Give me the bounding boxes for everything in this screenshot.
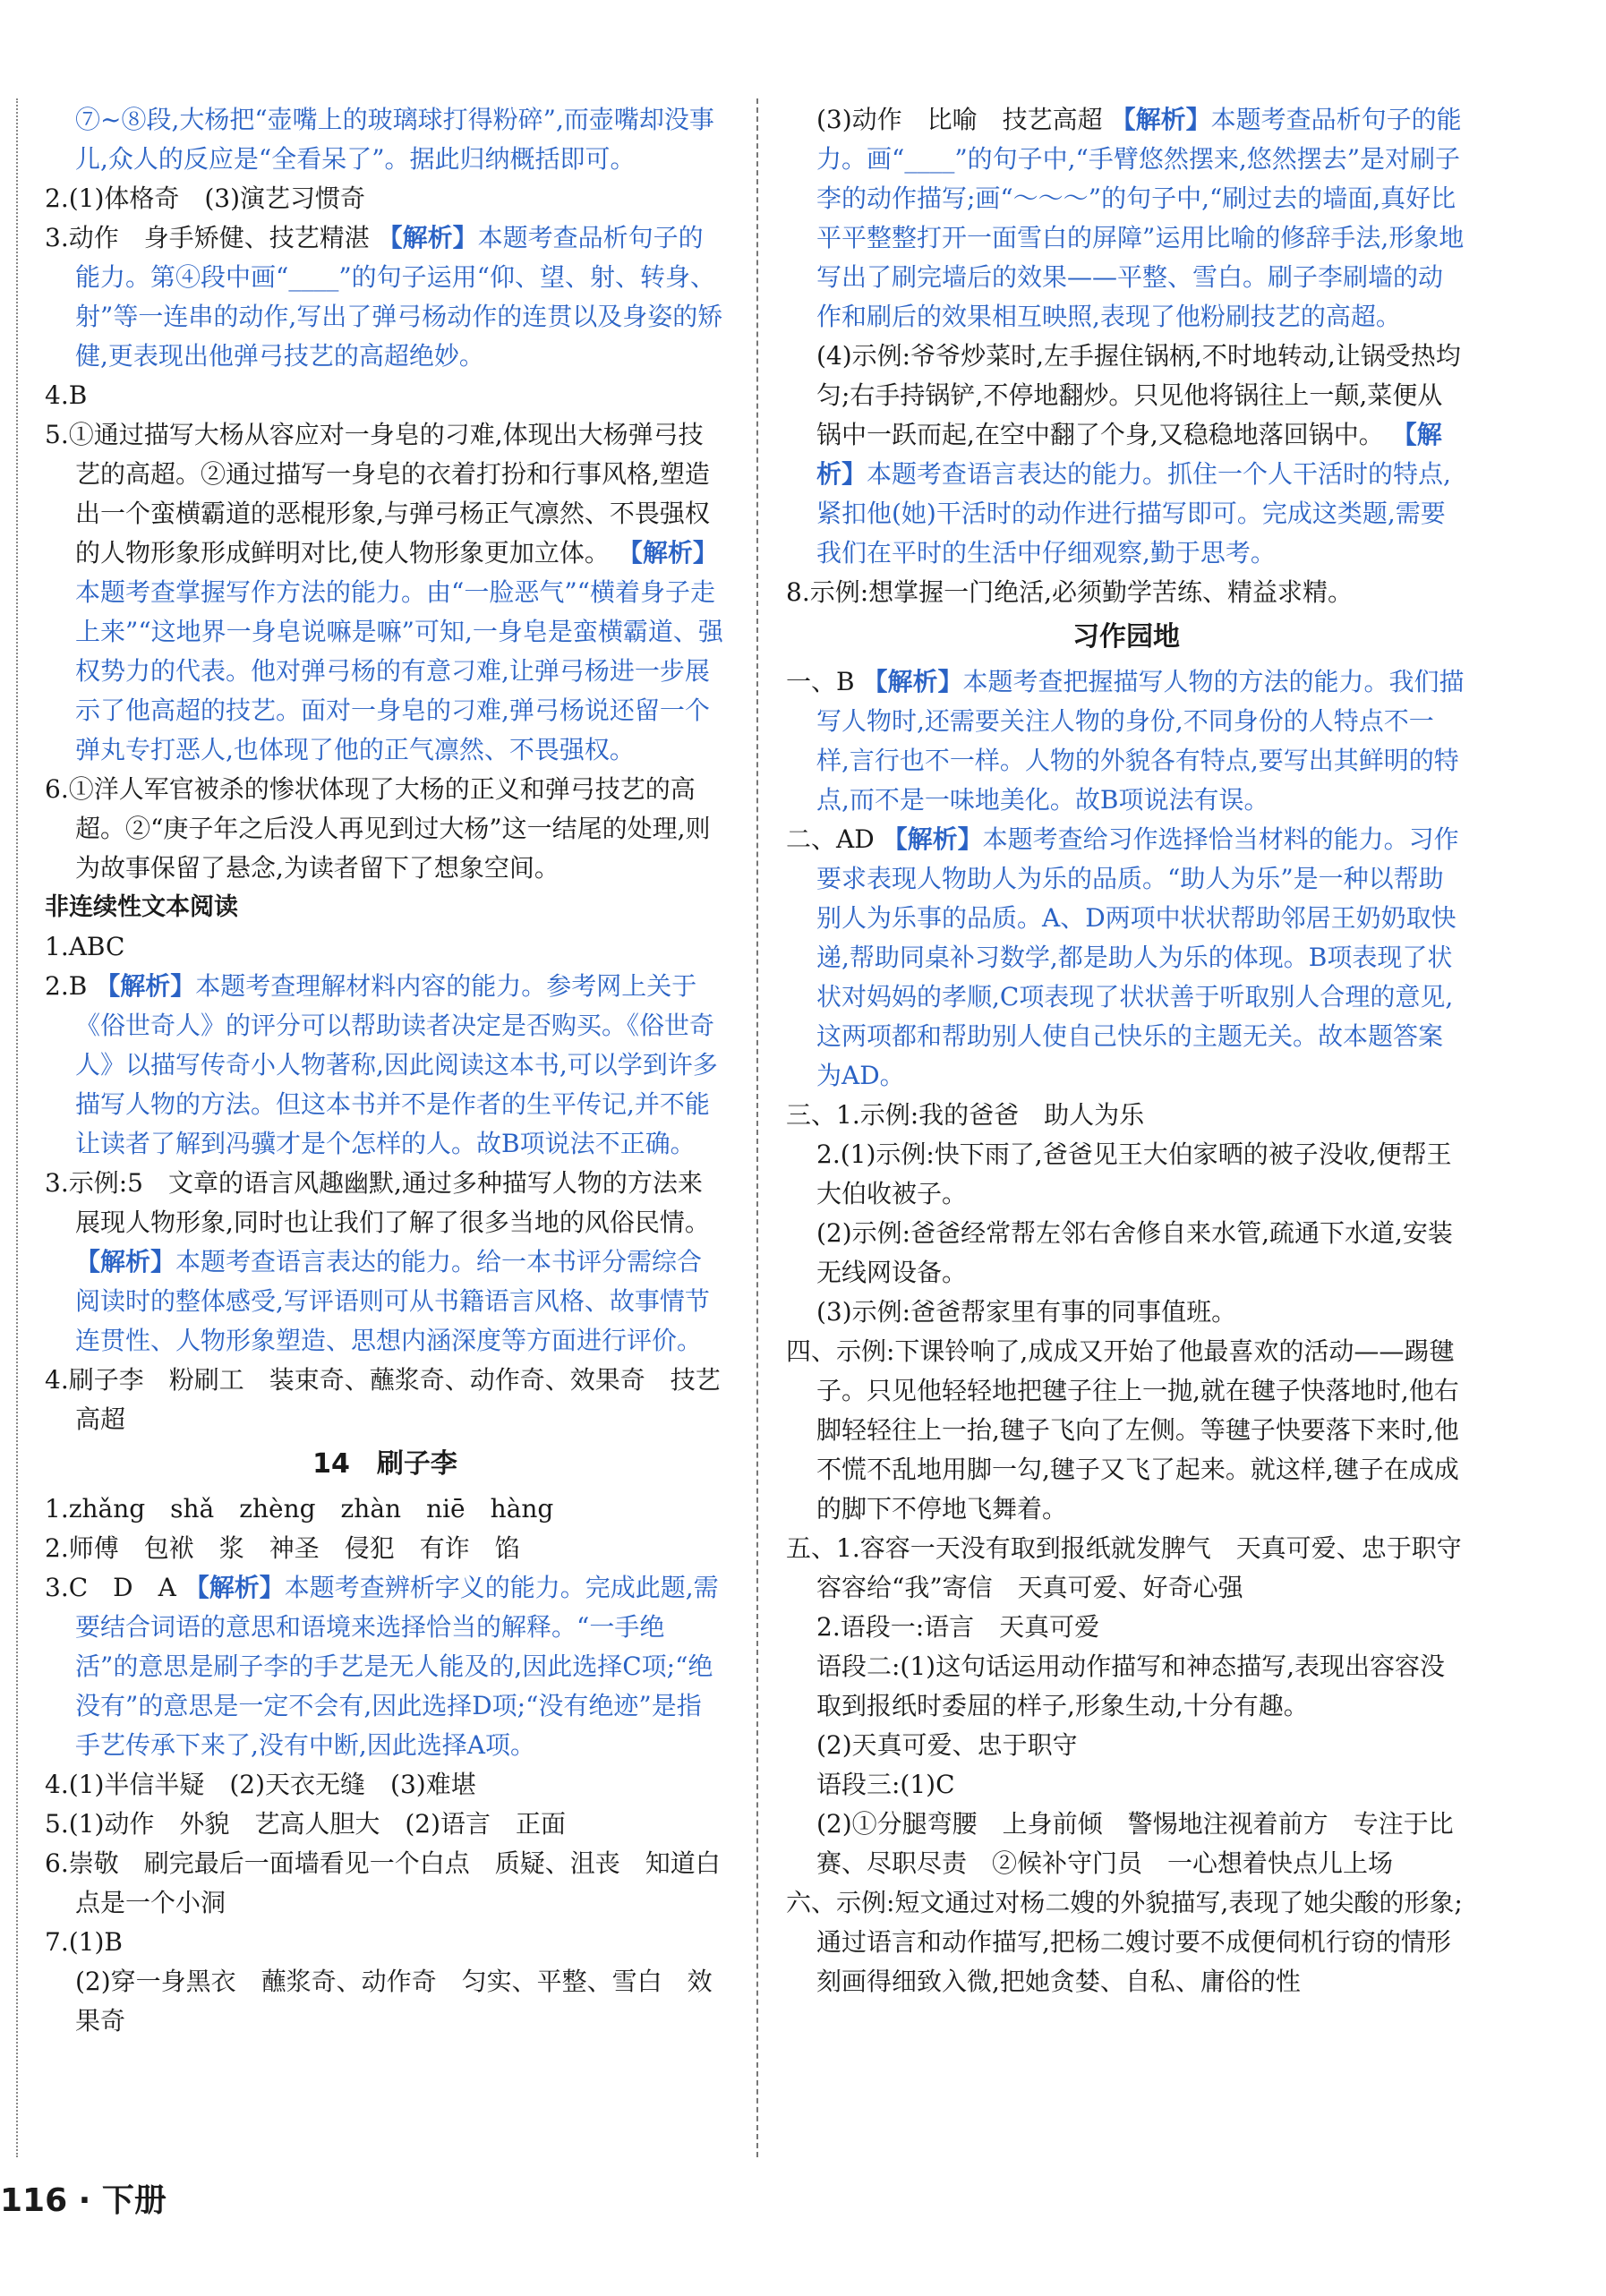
answer-n4: 4.刷子李 粉刷工 装束奇、蘸浆奇、动作奇、效果奇 技艺高超	[45, 1365, 721, 1434]
right-column	[786, 100, 1487, 2002]
answer-n2: 2.B 【解析】本题考查理解材料内容的能力。参考网上关于《俗世奇人》的评分可以帮助读者决定是否购买。《俗世奇人》以描写传奇小人物著称,因此阅读这本书,可以学到许多描写人物的方法。但这本书并不是作者的生平传记,并不能让读者了解到冯骥才是个怎样的人。故B项说法不正确。	[45, 971, 718, 1158]
answer-l6: 6.崇敬 刷完最后一面墙看见一个白点 质疑、沮丧 知道白点是一个小洞	[45, 1848, 721, 1917]
margin-dotted-line	[16, 98, 18, 2157]
answer-l1: 1.zhǎng shǎ zhèng zhàn niē hàng	[45, 1494, 554, 1524]
answer-y3-2: 2.(1)示例:快下雨了,爸爸见王大伯家晒的被子没收,便帮王大伯收被子。	[816, 1139, 1452, 1208]
answer-5: 5.①通过描写大杨从容应对一身皂的刁难,体现出大杨弹弓技艺的高超。②通过描写一身皂的衣着打扮和行事风格,塑造出一个蛮横霸道的恶棍形象,与弹弓杨正气凛然、不畏强权的人物形象形成鲜明对比,使人物形象更加立体。 【解析】本题考查掌握写作方法的能力。由“一脸恶气”“横着身子走上来”“这地界一身皂说嘛是嘛”可知,一身皂是蛮横霸道、强权势力的代表。他对弹弓杨的有意刁难,让弹弓杨进一步展示了他高超的技艺。面对一身皂的刁难,弹弓杨说还留一个弹丸专打恶人,也体现了他的正气凛然、不畏强权。	[45, 420, 723, 764]
answer-n1: 1.ABC	[45, 932, 125, 961]
answer-3: 3.动作 身手矫健、技艺精湛 【解析】本题考查品析句子的能力。第④段中画“____”的句子运用“仰、望、射、转身、射”等一连串的动作,写出了弹弓杨动作的连贯以及身姿的矫健,更表现出他弹弓技艺的高超绝妙。	[45, 223, 723, 371]
answer-y5-3: 语段二:(1)这句话运用动作描写和神态描写,表现出容容没取到报纸时委屈的样子,形象生动,十分有趣。	[816, 1652, 1445, 1720]
answer-y6: 六、示例:短文通过对杨二嫂的外貌描写,表现了她尖酸的形象;通过语言和动作描写,把杨二嫂讨要不成便伺机行窃的情形刻画得细致入微,把她贪婪、自私、庸俗的性	[786, 1888, 1463, 1996]
answer-y3-4: (3)示例:爸爸帮家里有事的同事值班。	[816, 1297, 1237, 1327]
answer-n3: 3.示例:5 文章的语言风趣幽默,通过多种描写人物的方法来展现人物形象,同时也让我们了解了很多当地的风俗民情。 【解析】本题考查语言表达的能力。给一本书评分需综合阅读时的整体感受,写评语则可从书籍语言风格、故事情节连贯性、人物形象塑造、思想内涵深度等方面进行评价。	[45, 1168, 710, 1355]
answer-r8: 8.示例:想掌握一门绝活,必须勤学苦练、精益求精。	[786, 577, 1354, 607]
answer-6: 6.①洋人军官被杀的惨状体现了大杨的正义和弹弓技艺的高超。②“庚子年之后没人再见到过大杨”这一结尾的处理,则为故事保留了悬念,为读者留下了想象空间。	[45, 774, 711, 883]
answer-l3: 3.C D A 【解析】本题考查辨析字义的能力。完成此题,需要结合词语的意思和语境来选择恰当的解释。“一手绝活”的意思是刷子李的手艺是无人能及的,因此选择C项;“绝没有”的意思是一定不会有,因此选择D项;“没有绝迹”是指手艺传承下来了,没有中断,因此选择A项。	[45, 1573, 719, 1760]
answer-y3-1: 三、1.示例:我的爸爸 助人为乐	[786, 1100, 1145, 1130]
section-heading: 非连续性文本阅读	[45, 893, 238, 921]
answer-2: 2.(1)体格奇 (3)演艺习惯奇	[45, 184, 366, 213]
answer-text: ⑦~⑧段,大杨把“壶嘴上的玻璃球打得粉碎”,而壶嘴却没事儿,众人的反应是“全看呆了”。据此归纳概括即可。	[75, 105, 714, 174]
answer-y3-3: (2)示例:爸爸经常帮左邻右舍修自来水管,疏通下水道,安装无线网设备。	[816, 1218, 1453, 1287]
answer-y5-5: 语段三:(1)C	[816, 1770, 955, 1799]
answer-y5-1: 五、1.容容一天没有取到报纸就发脾气 天真可爱、忠于职守 容容给“我”寄信 天真可爱、好奇心强	[786, 1533, 1487, 1602]
answer-y5-6: (2)①分腿弯腰 上身前倾 警惕地注视着前方 专注于比赛、尽职尽责 ②候补守门员 一心想着快点儿上场	[816, 1809, 1454, 1878]
answer-y5-2: 2.语段一:语言 天真可爱	[816, 1612, 1100, 1642]
answer-r3: (3)动作 比喻 技艺高超 【解析】本题考查品析句子的能力。画“____”的句子中,“手臂悠然摆来,悠然摆去”是对刷子李的动作描写;画“～～～”的句子中,“刷过去的墙面,真好比平平整整打开一面雪白的屏障”运用比喻的修辞手法,形象地写出了刷完墙后的效果——平整、雪白。刷子李刷墙的动作和刷后的效果相互映照,表现了他粉刷技艺的高超。	[816, 105, 1465, 331]
left-column	[45, 100, 725, 2041]
answer-l4: 4.(1)半信半疑 (2)天衣无缝 (3)难堪	[45, 1770, 476, 1799]
answer-r4: (4)示例:爷爷炒菜时,左手握住锅柄,不时地转动,让锅受热均匀;右手持锅铲,不停地翻炒。只见他将锅往上一颠,菜便从锅中一跃而起,在空中翻了个身,又稳稳地落回锅中。 【解析】本题考查语言表达的能力。抓住一个人干活时的特点,紧扣他(她)干活时的动作进行描写即可。完成这类题,需要我们在平时的生活中仔细观察,勤于思考。	[816, 341, 1461, 568]
section-title-xizuo: 习作园地	[1072, 621, 1180, 653]
answer-l5: 5.(1)动作 外貌 艺高人胆大 (2)语言 正面	[45, 1809, 567, 1839]
answer-4: 4.B	[45, 380, 88, 410]
page-number: 116 · 下册	[0, 2182, 167, 2219]
answer-y5-4: (2)天真可爱、忠于职守	[816, 1730, 1078, 1760]
answer-y4: 四、示例:下课铃响了,成成又开始了他最喜欢的活动——踢毽子。只见他轻轻地把毽子往上一抛,就在毽子快落地时,他右脚轻轻往上一抬,毽子飞向了左侧。等毽子快要落下来时,他不慌不乱地用脚一勾,毽子又飞了起来。就这样,毽子在成成的脚下不停地飞舞着。	[786, 1336, 1459, 1524]
lesson-title: 14 刷子李	[312, 1448, 457, 1480]
answer-l7b: (2)穿一身黑衣 蘸浆奇、动作奇 匀实、平整、雪白 效果奇	[75, 1967, 713, 2036]
answer-y2: 二、AD 【解析】本题考查给习作选择恰当材料的能力。习作要求表现人物助人为乐的品质。“助人为乐”是一种以帮助别人为乐事的品质。A、D两项中状状帮助邻居王奶奶取快递,帮助同桌补习数学,都是助人为乐的体现。B项表现了状状对妈妈的孝顺,C项表现了状状善于听取别人合理的意见,这两项都和帮助别人使自己快乐的主题无关。故本题答案为AD。	[786, 824, 1459, 1090]
answer-y1: 一、B 【解析】本题考查把握描写人物的方法的能力。我们描写人物时,还需要关注人物的身份,不同身份的人特点不一样,言行也不一样。人物的外貌各有特点,要写出其鲜明的特点,而不是一味地美化。故B项说法有误。	[786, 667, 1465, 815]
answer-l2: 2.师傅 包袱 浆 神圣 侵犯 有诈 馅	[45, 1533, 520, 1563]
answer-l7a: 7.(1)B	[45, 1927, 123, 1957]
column-divider	[756, 98, 758, 2157]
